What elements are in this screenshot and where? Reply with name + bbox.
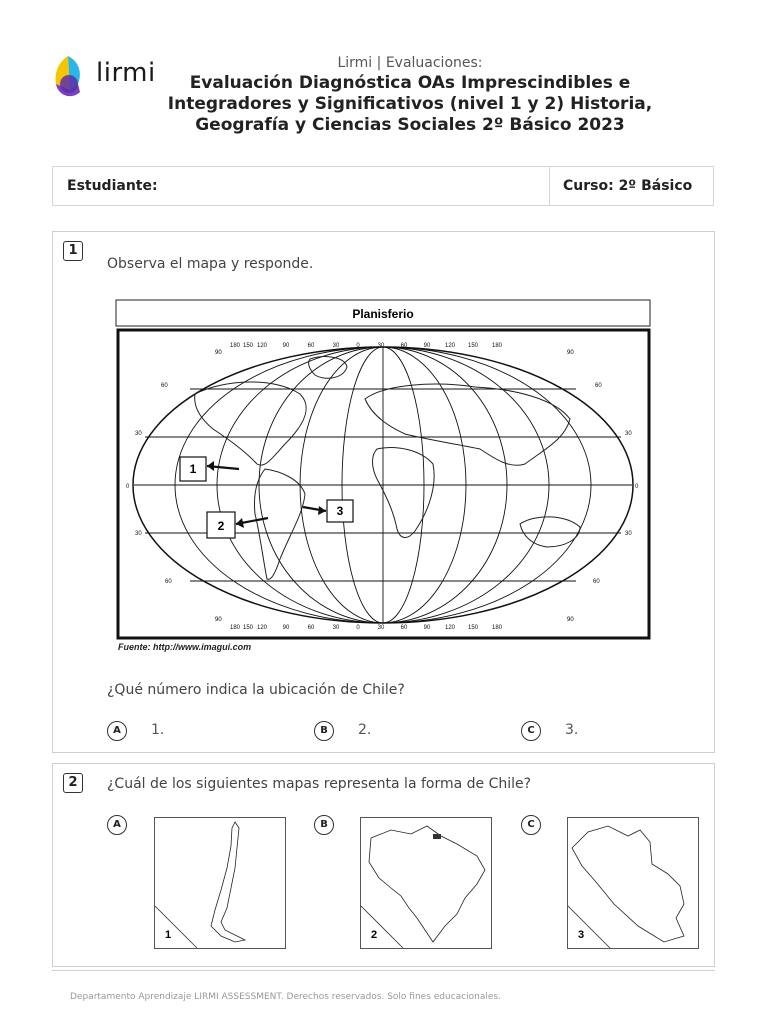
svg-text:30: 30 — [377, 343, 385, 349]
question-text: ¿Qué número indica la ubicación de Chile? — [107, 682, 405, 698]
marker-3-label: 3 — [336, 504, 344, 518]
map-label: 3 — [578, 929, 585, 941]
svg-text:120: 120 — [256, 343, 268, 349]
svg-text:60: 60 — [307, 343, 315, 349]
svg-text:0: 0 — [356, 343, 360, 349]
lirmi-logo — [52, 54, 156, 100]
option-c-text: 3. — [565, 722, 579, 738]
svg-text:30: 30 — [332, 625, 340, 631]
question-1 — [52, 231, 715, 753]
svg-text:150: 150 — [242, 625, 254, 631]
question-text: ¿Cuál de los siguientes mapas representa la forma de Chile? — [107, 776, 532, 792]
option-b-map[interactable] — [360, 817, 492, 949]
svg-text:60: 60 — [400, 625, 408, 631]
student-info — [52, 166, 714, 206]
peru-map-icon — [568, 818, 698, 948]
logo-text: lirmi — [96, 58, 156, 88]
option-c-map[interactable] — [567, 817, 699, 949]
pole-label-bottom-right: 90 — [567, 617, 574, 623]
svg-text:180: 180 — [491, 625, 503, 631]
map-title: Planisferio — [352, 307, 414, 321]
svg-text:30: 30 — [625, 531, 632, 537]
svg-text:120: 120 — [444, 343, 456, 349]
svg-text:0: 0 — [635, 484, 639, 490]
svg-text:90: 90 — [423, 343, 431, 349]
svg-text:30: 30 — [377, 625, 385, 631]
svg-text:150: 150 — [467, 625, 479, 631]
option-b-button[interactable]: B — [314, 721, 334, 741]
option-a-map[interactable] — [154, 817, 286, 949]
course-label: Curso: 2º Básico — [563, 178, 693, 194]
question-2 — [52, 763, 715, 967]
svg-text:30: 30 — [135, 431, 142, 437]
map-label: 2 — [371, 929, 378, 941]
marker-1-label: 1 — [189, 462, 197, 476]
marker-2-label: 2 — [217, 519, 225, 533]
divider — [549, 167, 550, 205]
svg-text:120: 120 — [444, 625, 456, 631]
pole-label-top: 90 — [215, 350, 222, 356]
svg-text:30: 30 — [135, 531, 142, 537]
chile-map-icon — [155, 818, 285, 948]
option-a-button[interactable]: A — [107, 721, 127, 741]
brazil-map-icon — [361, 818, 491, 948]
option-b-text: 2. — [358, 722, 372, 738]
world-map-image — [115, 299, 652, 654]
page-title: Evaluación Diagnóstica OAs Imprescindibles e Integradores y Significativos (nivel 1 y 2) Historia, Geografía y Ciencias Sociales 2º Básico 2023 — [167, 73, 653, 135]
svg-text:90: 90 — [282, 343, 290, 349]
svg-text:0: 0 — [356, 625, 360, 631]
svg-text:60: 60 — [595, 383, 602, 389]
svg-text:180: 180 — [229, 625, 241, 631]
question-prompt: Observa el mapa y responde. — [107, 256, 314, 272]
option-a-button[interactable]: A — [107, 815, 127, 835]
svg-text:150: 150 — [467, 343, 479, 349]
svg-text:180: 180 — [491, 343, 503, 349]
svg-text:90: 90 — [282, 625, 290, 631]
svg-text:60: 60 — [593, 579, 600, 585]
svg-text:60: 60 — [161, 383, 168, 389]
svg-text:60: 60 — [307, 625, 315, 631]
option-c-button[interactable]: C — [521, 815, 541, 835]
map-source: Fuente: http://www.imagui.com — [118, 642, 252, 652]
question-number: 2 — [63, 773, 83, 793]
world-map — [115, 299, 652, 654]
pole-label-bottom: 90 — [215, 617, 222, 623]
option-c-button[interactable]: C — [521, 721, 541, 741]
student-label: Estudiante: — [67, 178, 158, 194]
svg-text:60: 60 — [400, 343, 408, 349]
question-number: 1 — [63, 241, 83, 261]
option-b-button[interactable]: B — [314, 815, 334, 835]
svg-text:150: 150 — [242, 343, 254, 349]
svg-text:30: 30 — [625, 431, 632, 437]
svg-text:120: 120 — [256, 625, 268, 631]
page-subtitle: Lirmi | Evaluaciones: — [337, 55, 483, 71]
map-label: 1 — [165, 929, 172, 941]
svg-text:30: 30 — [332, 343, 340, 349]
pole-label-top-right: 90 — [567, 350, 574, 356]
page-header — [160, 55, 660, 136]
lirmi-logo-icon — [52, 54, 94, 100]
page-footer: Departamento Aprendizaje LIRMI ASSESSMENT. Derechos reservados. Solo fines educacionales. — [70, 992, 501, 1002]
svg-text:0: 0 — [126, 484, 130, 490]
footer-divider — [52, 970, 715, 971]
option-a-text: 1. — [151, 722, 165, 738]
svg-text:60: 60 — [165, 579, 172, 585]
svg-text:180: 180 — [229, 343, 241, 349]
svg-text:90: 90 — [423, 625, 431, 631]
